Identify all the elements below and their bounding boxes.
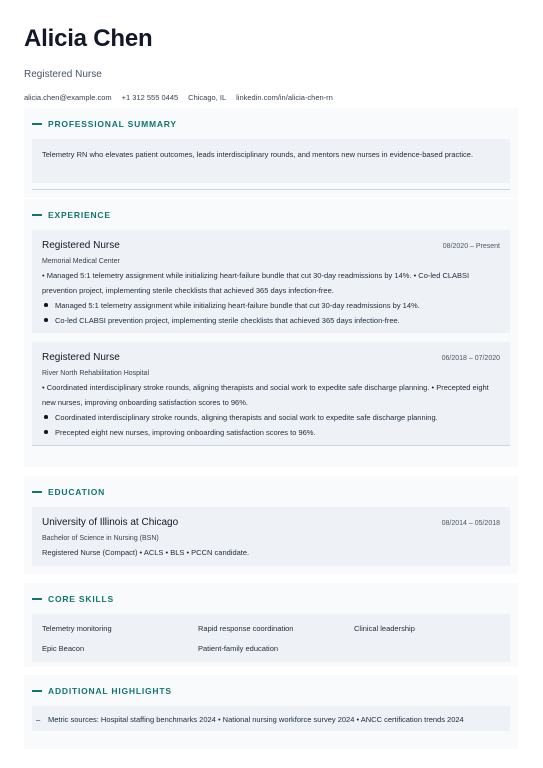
heading-dash-icon [32,214,42,216]
job-head [42,351,500,365]
job-bullets [42,298,500,328]
education-dates: 08/2014 – 05/2018 [441,520,500,527]
job-title: Registered Nurse [42,240,120,251]
highlights-heading [32,685,510,697]
job-title: Registered Nurse [42,352,120,363]
summary-text: Telemetry RN who elevates patient outcomes, leads interdisciplinary rounds, and mentors new nurses in evidence-based practice. [42,150,474,159]
heading-dash-icon [32,690,42,692]
job-head [42,239,500,253]
summary-section [24,108,518,198]
heading-dash-icon [32,123,42,125]
skill-item: Epic Beacon [42,644,85,653]
degree-name: Bachelor of Science in Nursing (BSN) [42,535,159,542]
skills-grid [42,622,500,656]
summary-heading [32,118,510,130]
highlights-heading-text: ADDITIONAL HIGHLIGHTS [48,686,172,696]
skills-card [32,614,510,662]
skill-item: Rapid response coordination [198,624,294,633]
education-heading [32,486,510,498]
contact-linkedin[interactable]: linkedin.com/in/alicia-chen-rn [236,93,333,102]
job-bullets [42,410,500,440]
candidate-role: Registered Nurse [24,69,102,80]
contact-email[interactable]: alicia.chen@example.com [24,93,112,102]
summary-card [32,139,510,183]
experience-section [24,199,518,467]
heading-dash-icon [32,491,42,493]
job-card [32,230,510,333]
education-details: Registered Nurse (Compact) • ACLS • BLS • PCCN candidate. [42,548,250,557]
contact-phone[interactable]: +1 312 555 0445 [121,93,179,102]
job-summary: • Coordinated interdisciplinary stroke rounds, aligning therapists and social work to expedite safe discharge planning. • Precepted eight new nurses, improving onboarding satisfaction scores to 96%. [42,383,489,407]
education-section [24,476,518,574]
contact-line [24,93,519,103]
job-dates: 06/2018 – 07/2020 [441,355,500,362]
resume-header [24,0,519,103]
job-summary: • Managed 5:1 telemetry assignment while initializing heart-failure bundle that cut 30-day readmissions by 14%. • Co-led CLABSI prevention project, implementing sterile checklists that achieved 365 days infection-free. [42,271,470,295]
highlight-marker: – [36,715,41,724]
skills-section [24,583,518,667]
job-bullet: Co-led CLABSI prevention project, implementing sterile checklists that achieved 365 days infection-free. [55,313,500,328]
skill-item: Telemetry monitoring [42,624,112,633]
experience-heading [32,209,510,221]
contact-location: Chicago, IL [188,93,227,102]
job-employer: River North Rehabilitation Hospital [42,370,149,377]
experience-divider [32,445,510,446]
job-card [32,342,510,445]
heading-dash-icon [32,598,42,600]
job-dates: 08/2020 – Present [442,243,500,250]
candidate-name: Alicia Chen [24,25,153,52]
skill-item: Patient-family education [198,644,279,653]
summary-heading-text: PROFESSIONAL SUMMARY [48,119,177,129]
education-head [42,516,500,530]
highlights-card [32,706,510,731]
job-bullet: Managed 5:1 telemetry assignment while initializing heart-failure bundle that cut 30-day readmissions by 14%. [55,298,500,313]
skill-item: Clinical leadership [354,624,415,633]
job-bullet: Precepted eight new nurses, improving onboarding satisfaction scores to 96%. [55,425,500,440]
highlight-item [36,712,500,727]
school-name: University of Illinois at Chicago [42,517,179,528]
job-employer: Memorial Medical Center [42,258,120,265]
highlights-section [24,675,518,749]
education-card [32,507,510,566]
highlight-text: Metric sources: Hospital staffing benchmarks 2024 • National nursing workforce survey 2024 • ANCC certification trends 2024 [48,715,464,724]
skills-heading-text: CORE SKILLS [48,594,114,604]
skills-heading [32,593,510,605]
summary-divider [32,189,510,190]
job-bullet: Coordinated interdisciplinary stroke rounds, aligning therapists and social work to expedite safe discharge planning. [55,410,500,425]
education-heading-text: EDUCATION [48,487,106,497]
experience-heading-text: EXPERIENCE [48,210,111,220]
